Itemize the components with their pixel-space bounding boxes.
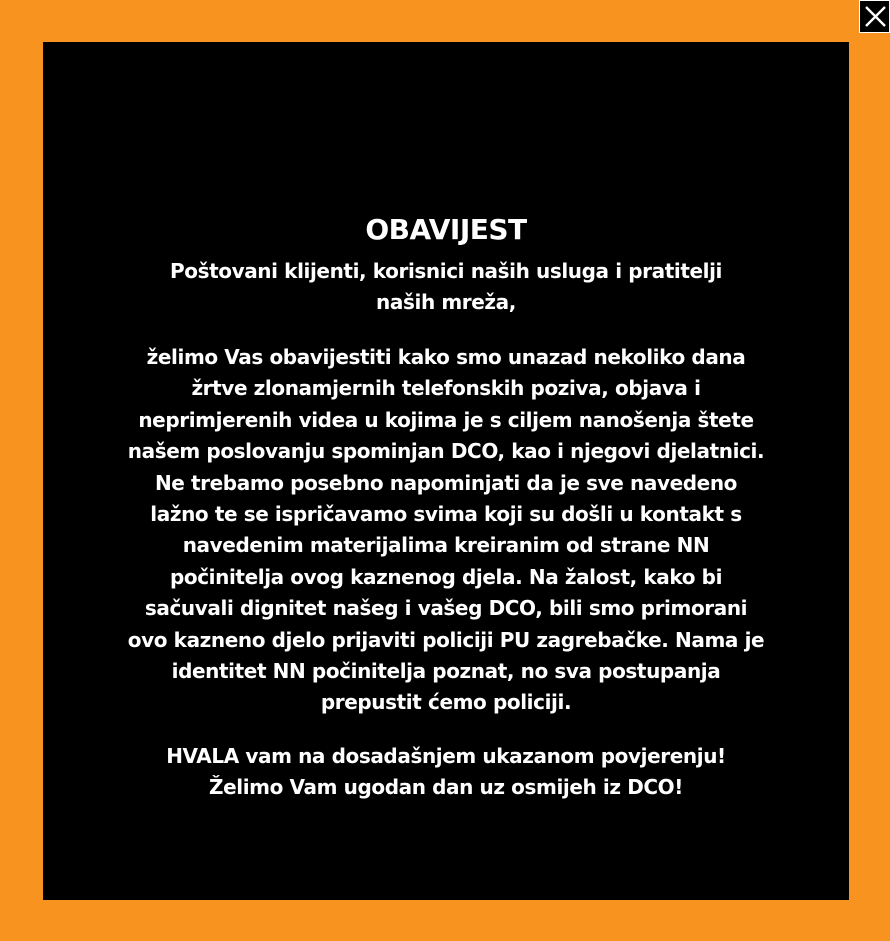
thanks-line-1: HVALA vam na dosadašnjem ukazanom povjerenju! [166,743,726,768]
notice-greeting: Poštovani klijenti, korisnici naših usluga i pratitelji naših mreža, [169,259,723,314]
close-button[interactable] [859,0,890,33]
notice-body: želimo Vas obavijestiti kako smo unazad nekoliko dana žrtve zlonamjernih telefonskih poziva, objava i neprimjerenih videa u kojima je s ciljem nanošenja štete našem poslovanju spominjan DCO, kao i njegovi djelatnici. Ne trebamo posebno napominjati da je sve navedeno lažno te se ispričavamo svima koji su došli u kontakt s navedenim materijalima kreiranim od strane NN počinitelja ovog kaznenog djela. Na žalost, kako bi sačuvali dignitet našeg i vašeg DCO, bili smo primorani ovo kazneno djelo prijaviti policiji PU zagrebačke. Nama je identitet NN počinitelja poznat, no sva postupanja prepustit ćemo policiji. [127,345,765,715]
notice-title: OBAVIJEST [365,213,527,246]
notice-thanks [126,741,766,803]
notice-content [43,210,849,803]
notice-panel [43,42,849,900]
thanks-line-2: Želimo Vam ugodan dan uz osmijeh iz DCO! [209,774,683,799]
